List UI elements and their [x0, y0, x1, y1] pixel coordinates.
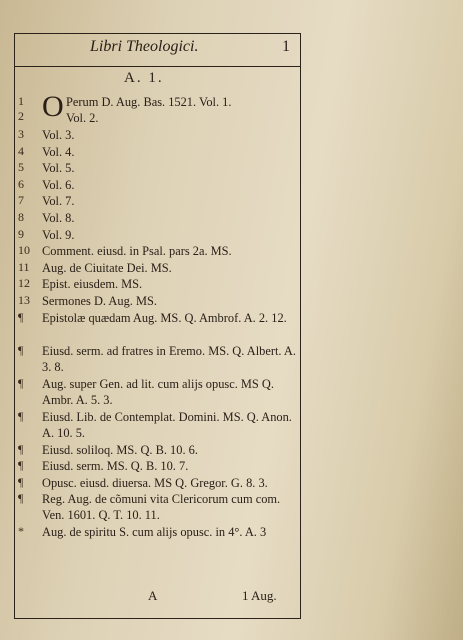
- signature-mark: A: [148, 588, 158, 603]
- catalog-entry: [18, 491, 300, 524]
- entry-text: Epistolæ quædam Aug. MS. Q. Ambrof. A. 2. 12.: [42, 310, 287, 325]
- catalog-entry: [18, 293, 300, 310]
- catalog-entry: [18, 193, 300, 210]
- entry-number: ¶: [18, 408, 24, 423]
- entry-line-2: Vol. 2.: [66, 111, 99, 125]
- entry-number: ¶: [18, 441, 24, 456]
- entry-text: Epist. eiusdem. MS.: [42, 277, 143, 292]
- entry-number: ¶: [18, 342, 24, 357]
- entry-number: ¶: [18, 474, 24, 489]
- entry-text: Eiusd. soliloq. MS. Q. B. 10. 6.: [42, 442, 198, 457]
- entry-number: ¶: [18, 375, 24, 390]
- catalog-entry-first: [18, 90, 300, 127]
- entry-number: ¶: [18, 309, 24, 324]
- catalog-entry: [18, 276, 300, 293]
- entry-text: Aug. de Ciuitate Dei. MS.: [42, 260, 172, 275]
- entry-number: 6: [18, 176, 24, 191]
- entry-number: 10: [18, 243, 30, 258]
- entry-text: Vol. 8.: [42, 210, 75, 225]
- header-rule: [14, 66, 301, 67]
- entry-text: Aug. de spiritu S. cum alijs opusc. in 4°. A. 3: [42, 525, 267, 540]
- catalog-entry: [18, 458, 300, 475]
- catalog-entry: [18, 160, 300, 177]
- entry-text: Eiusd. Lib. de Contemplat. Domini. MS. Q. Anon. A. 10. 5.: [42, 409, 292, 440]
- entry-text: Vol. 9.: [42, 227, 75, 242]
- entry-text: Sermones D. Aug. MS.: [42, 293, 157, 308]
- entry-text: Vol. 6.: [42, 177, 75, 192]
- entry-number: *: [18, 524, 24, 539]
- entry-number: 1 2: [18, 94, 24, 123]
- entry-text: Comment. eiusd. in Psal. pars 2a. MS.: [42, 244, 232, 259]
- entry-number: 7: [18, 193, 24, 208]
- entry-line-1: Perum D. Aug. Bas. 1521. Vol. 1.: [66, 95, 232, 109]
- entry-text: Aug. super Gen. ad lit. cum alijs opusc. MS Q. Ambr. A. 5. 3.: [42, 376, 274, 407]
- entry-text: Opusc. eiusd. diuersa. MS Q. Gregor. G. 8. 3.: [42, 475, 268, 490]
- catalog-entry: [18, 376, 300, 409]
- entry-text: Vol. 7.: [42, 194, 75, 209]
- entry-text: Eiusd. serm. ad fratres in Eremo. MS. Q. Albert. A. 3. 8.: [42, 343, 296, 374]
- entry-text: Eiusd. serm. MS. Q. B. 10. 7.: [42, 459, 189, 474]
- catalog-list: [18, 90, 300, 541]
- catalog-entry: [18, 260, 300, 277]
- catalog-entry: [18, 210, 300, 227]
- show-through-text: [310, 40, 450, 580]
- entry-number: 9: [18, 226, 24, 241]
- catalog-entry: [18, 310, 300, 343]
- entry-number: 11: [18, 259, 30, 274]
- entry-list: [18, 127, 300, 541]
- catalog-entry: [18, 442, 300, 459]
- catalog-entry: [18, 343, 300, 376]
- drop-capital: O: [42, 90, 64, 123]
- entry-number: ¶: [18, 491, 24, 506]
- entry-number: 3: [18, 127, 24, 141]
- entry-text: Vol. 5.: [42, 161, 75, 176]
- entry-number: 4: [18, 143, 24, 158]
- entry-number: 5: [18, 160, 24, 175]
- catalog-entry: [18, 524, 300, 541]
- entry-text: Vol. 3.: [42, 128, 75, 142]
- catalog-entry: [18, 409, 300, 442]
- entry-number: 12: [18, 276, 30, 291]
- catalog-entry: [18, 177, 300, 194]
- section-head: A. 1.: [124, 70, 164, 86]
- entry-text: [66, 94, 298, 126]
- entry-text: Reg. Aug. de cõmuni vita Clericorum cum com. Ven. 1601. Q. T. 10. 11.: [42, 492, 281, 523]
- catchword: 1 Aug.: [242, 588, 277, 603]
- entry-text: Vol. 4.: [42, 144, 75, 159]
- catalog-entry: [18, 243, 300, 260]
- catalog-entry: [18, 127, 300, 144]
- catalog-entry: [18, 227, 300, 244]
- catalog-entry: [18, 144, 300, 161]
- entry-number: 13: [18, 292, 30, 307]
- running-title: Libri Theologici.: [90, 38, 199, 55]
- catalog-entry: [18, 475, 300, 492]
- entry-number: 8: [18, 209, 24, 224]
- entry-number: ¶: [18, 458, 24, 473]
- page-number: 1: [282, 38, 290, 55]
